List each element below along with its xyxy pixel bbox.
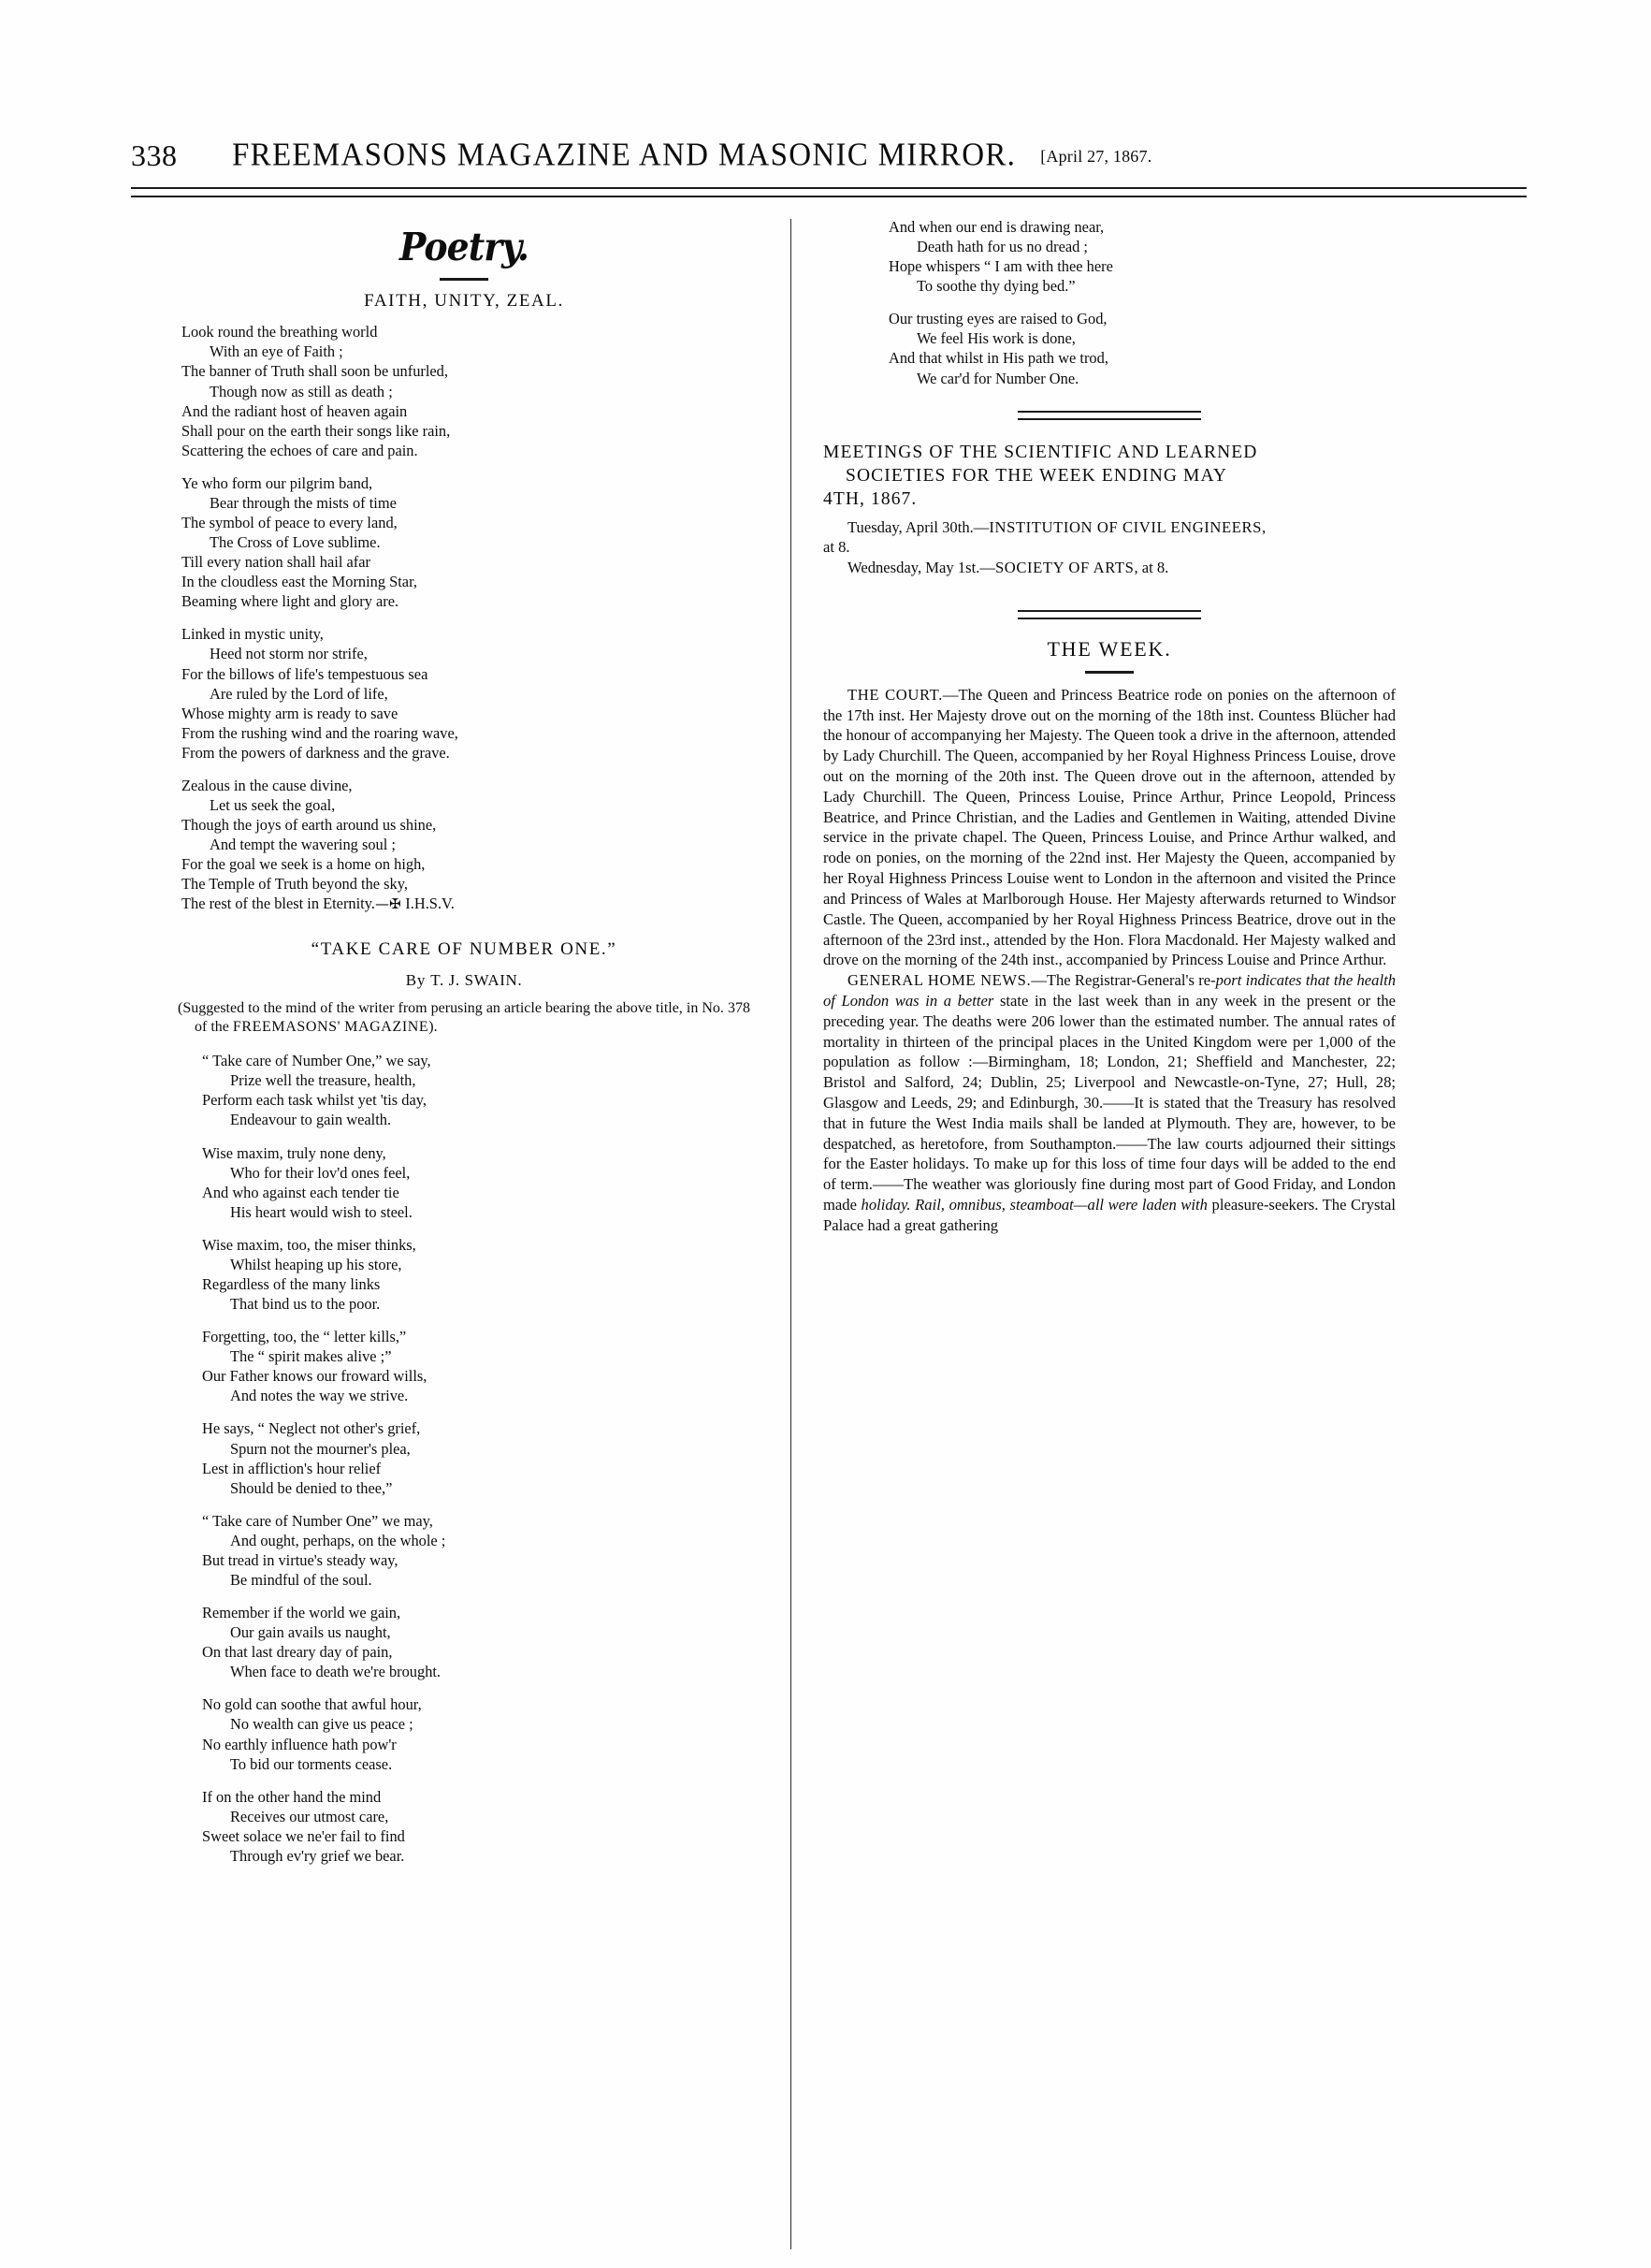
verse-line: Let us seek the goal, [210,796,336,814]
the-week-rule [1085,671,1134,674]
meeting-society-1: SOCIETY OF ARTS [994,559,1135,577]
verse-line: The “ spirit makes alive ;” [230,1347,392,1366]
verse-line: Receives our utmost care, [230,1807,389,1825]
verse-line: The symbol of peace to every land, [181,513,398,531]
verse-line: Zealous in the cause divine, [181,776,353,794]
verse-line: For the goal we seek is a home on high, [181,855,426,874]
poem-signature: I.H.S.V. [405,894,455,913]
verse-line: Forgetting, too, the “ letter kills,” [202,1328,407,1346]
verse-line: Scattering the echoes of care and pain. [181,441,418,459]
stanza [202,1235,750,1314]
verse-line: And that whilst in His path we trod, [889,349,1108,368]
meetings-heading [823,441,1396,512]
court-label: THE COURT. [847,685,943,704]
note-part-3: ). [428,1019,438,1036]
section-rule-week [1018,610,1201,619]
verse-line: Linked in mystic unity, [181,625,324,644]
verse-line: When face to death we're brought. [230,1663,442,1681]
verse-line: Our Father knows our froward wills, [202,1367,427,1386]
verse-line: Our gain avails us naught, [230,1623,391,1642]
verse-line: He says, “ Neglect not other's grief, [202,1419,421,1438]
poem2-byline [178,970,750,991]
verse-line: Till every nation shall hail afar [181,553,370,572]
stanza [202,1603,750,1681]
verse-line: On that last dreary day of pain, [202,1643,393,1662]
verse-line: And the radiant host of heaven again [181,401,408,420]
byline-author: T. J. SWAIN. [430,971,523,990]
verse-line: Ye who form our pilgrim band, [181,473,373,492]
header-double-rule [131,187,1527,197]
verse-line: From the powers of darkness and the grave. [181,743,450,762]
home-news-text-c: pleasure-seekers. The Crystal Palace had a great gathering [823,1196,1396,1234]
page-folio: 338 [131,138,178,172]
meeting-entry-wednesday [823,558,1396,578]
poem2-continuation [889,217,1396,388]
stanza [181,473,750,612]
meeting-time-0: at 8. [823,538,850,557]
poem1-body [181,322,750,913]
verse-line: Lest in affliction's hour relief [202,1459,382,1477]
stanza [202,1327,750,1405]
running-head [131,138,1525,174]
verse-line: And tempt the wavering soul ; [210,836,396,854]
verse-line: But tread in virtue's steady way, [202,1550,398,1569]
meeting-entry-tuesday [823,517,1396,559]
home-news-label: GENERAL HOME NEWS. [847,971,1032,990]
issue-date: [April 27, 1867. [1040,147,1152,166]
verse-line: “ Take care of Number One,” we say, [202,1052,431,1070]
verse-line: Be mindful of the soul. [230,1571,372,1589]
verse-line: No earthly influence hath pow'r [202,1735,397,1753]
verse-line: If on the other hand the mind [202,1787,382,1806]
verse-line: From the rushing wind and the roaring wave, [181,723,458,742]
right-column [823,217,1396,1236]
verse-line: Heed not storm nor strife, [210,645,368,663]
stanza [202,1787,750,1866]
verse-line: Hope whispers “ I am with thee here [889,257,1113,276]
home-news-text-a: —The Registrar-General's re- [1031,971,1216,990]
magazine-title: FREEMASONS MAGAZINE AND MASONIC MIRROR. [232,137,1017,173]
verse-line: To bid our torments cease. [230,1754,393,1773]
verse-line: Perform each task whilst yet 'tis day, [202,1091,427,1110]
verse-line: With an eye of Faith ; [210,342,343,361]
verse-line: We car'd for Number One. [917,369,1079,387]
verse-line: Though the joys of earth around us shine, [181,816,437,835]
column-divider [790,219,791,2249]
verse-line: “ Take care of Number One” we may, [202,1511,433,1530]
verse-line: In the cloudless east the Morning Star, [181,573,417,591]
verse-line: For the billows of life's tempestuous sea [181,664,428,683]
verse-line: No gold can soothe that awful hour, [202,1695,422,1714]
verse-line: Wise maxim, truly none deny, [202,1143,386,1162]
stanza [202,1051,750,1129]
verse-line: The Cross of Love sublime. [210,533,381,552]
stanza [202,1418,750,1497]
stanza [202,1143,750,1222]
verse-line: Beaming where light and glory are. [181,592,399,611]
byline-prefix: By [405,971,431,990]
poem2-body [202,1051,750,1866]
verse-line: The Temple of Truth beyond the sky, [181,875,408,894]
verse-line: Endeavour to gain wealth. [230,1111,392,1129]
meetings-heading-line3: 4TH, 1867. [823,489,918,510]
verse-line: Regardless of the many links [202,1274,381,1293]
verse-line: To soothe thy dying bed.” [917,277,1076,296]
verse-line: And ought, perhaps, on the whole ; [230,1531,446,1549]
poem2-title: “TAKE CARE OF NUMBER ONE.” [311,938,617,959]
stanza [181,624,750,763]
verse-line: And notes the way we strive. [230,1387,409,1405]
note-smallcaps-2: MAGAZINE [344,1019,429,1036]
verse-line: Whose mighty arm is ready to save [181,704,398,722]
masthead-rule [440,278,488,281]
verse-line: Bear through the mists of time [210,493,397,512]
stanza [181,322,750,460]
verse-line: Spurn not the mourner's plea, [230,1439,411,1458]
stanza [889,309,1396,387]
left-column [178,217,750,1879]
meeting-society-0: INSTITUTION OF CIVIL ENGINEERS, [989,517,1267,536]
court-paragraph [823,685,1396,970]
verse-line: Our trusting eyes are raised to God, [889,310,1108,328]
verse-line: Prize well the treasure, health, [230,1071,416,1090]
verse-line: Shall pour on the earth their songs like rain, [181,421,451,440]
note-part-1: (Suggested to the mind of the writer from perusing an article bearing the above title, in No. 378 of the [178,999,750,1036]
section-rule-meetings [1018,411,1201,420]
stanza [181,776,750,914]
verse-line: Look round the breathing world [181,323,378,342]
home-news-italic-2: holiday. Rail, omnibus, steamboat—all were laden with [861,1196,1208,1214]
poem2-editorial-note [178,999,750,1039]
meeting-time-1: , at 8. [1134,559,1169,577]
home-news-text-b: state in the last week than in any week in the present or the preceding year. The deaths were 206 lower than the estimated number. The annual rates of mortality in thirteen of the principal places in the United Kingdom were per 1,000 of the population as follow :—Birmingham, 18; London, 21; Sheffield and Manchester, 22; Bristol and Salford, 24; Dublin, 25; Liverpool and Newcastle-on-Tyne, 27; Hull, 28; Glasgow and Leeds, 29; and Edinburgh, 30.——It is stated that the Treasury has resolved that in future the West India mails shall be landed at Plymouth. They are, however, to be despatched, as heretofore, from Southampton.——The law courts adjourned their sittings for the Easter holidays. To make up for this loss of time four days will be added to the end of term.——The weather was gloriously fine during most part of Good Friday, and London made [823,991,1396,1214]
verse-line: Remember if the world we gain, [202,1604,401,1622]
verse-line: We feel His work is done, [917,329,1076,348]
court-text: —The Queen and Princess Beatrice rode on ponies on the afternoon of the 17th inst. Her Majesty drove out on the morning of the 18th inst. Countess Blücher had the honour of accompanying her Majesty. The Queen took a drive in the afternoon, attended by Lady Churchill. The Queen, accompanied by her Royal Highness Princess Louise, drove out on the morning of the 20th inst. The Queen drove out in the afternoon, attended by Lady Churchill. The Queen, Princess Louise, Prince Arthur, Prince Leopold, Princess Beatrice, and Prince Christian, and the Ladies and Gentlemen in Waiting, attended Divine service in the private chapel. The Queen, Princess Louise, and Prince Arthur walked, and rode on ponies, on the morning of the 22nd inst. Her Majesty the Queen, accompanied by her Royal Highness Princess Louise went to London in the afternoon and visited the Prince and Princess of Wales at Marlborough House. Her Majesty afterwards returned to Windsor Castle. The Queen, accompanied by her Royal Highness Princess Beatrice, drove out in the afternoon of the 23rd inst., attended by the Hon. Flora Macdonald. Her Majesty walked and drove on the morning of the 24th inst., accompanied by Princess Louise and Prince Arthur. [823,685,1397,969]
poetry-masthead: Poetry. [398,225,529,269]
cross-signature-icon: —✠ [374,895,406,913]
verse-line: Should be denied to thee,” [230,1478,393,1497]
stanza [889,217,1396,296]
meeting-day-0: Tuesday, April 30th.— [847,517,990,536]
verse-line: Are ruled by the Lord of life, [210,684,388,703]
verse-line: Wise maxim, too, the miser thinks, [202,1235,416,1254]
stanza [202,1694,750,1773]
verse-line: The rest of the blest in Eternity.—✠ I.H.S.V. [181,894,455,913]
poem1-title: FAITH, UNITY, ZEAL. [364,290,564,311]
meetings-heading-line2: SOCIETIES FOR THE WEEK ENDING MAY [846,465,1228,486]
verse-line: Through ev'ry grief we bear. [230,1846,405,1865]
verse-line: Though now as still as death ; [210,382,393,400]
verse-line: Death hath for us no dread ; [917,238,1088,256]
meetings-heading-line1: MEETINGS OF THE SCIENTIFIC AND LEARNED [823,442,1258,462]
note-smallcaps-1: FREEMASONS' [232,1019,341,1036]
verse-line: Sweet solace we ne'er fail to find [202,1826,405,1845]
verse-line: And when our end is drawing near, [889,218,1105,236]
verse-line: No wealth can give us peace ; [230,1715,413,1734]
the-week-heading: THE WEEK. [1047,637,1172,662]
home-news-paragraph [823,970,1396,1236]
meeting-day-1: Wednesday, May 1st.— [847,559,995,577]
verse-line: His heart would wish to steel. [230,1202,413,1221]
stanza [202,1511,750,1590]
verse-line: Who for their lov'd ones feel, [230,1163,411,1182]
verse-line: That bind us to the poor. [230,1295,381,1314]
verse-line: And who against each tender tie [202,1183,399,1201]
verse-line: Whilst heaping up his store, [230,1255,402,1273]
verse-line: The banner of Truth shall soon be unfurled, [181,362,448,381]
home-news-italic-1: port indicates that the health of London was in a better [823,971,1396,1010]
